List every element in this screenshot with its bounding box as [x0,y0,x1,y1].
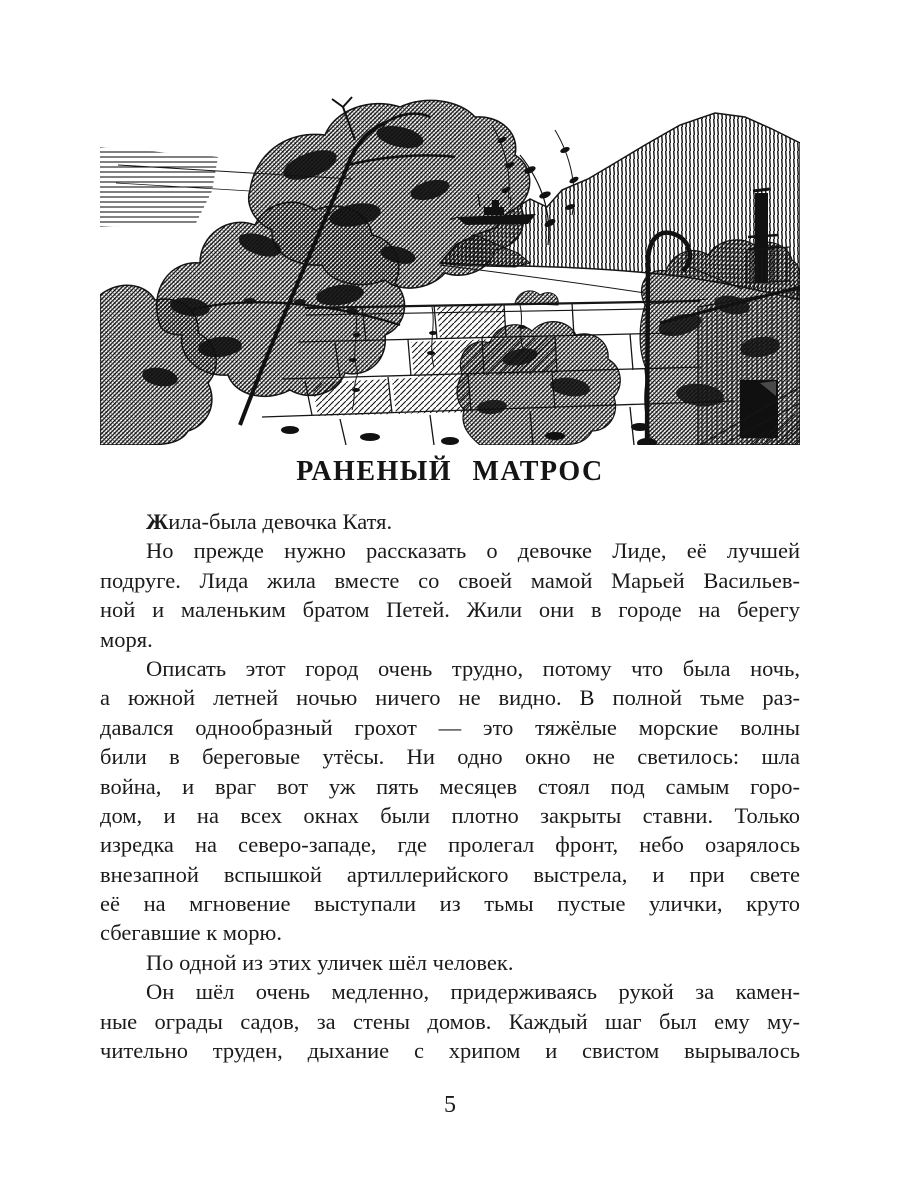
text-line: моря. [100,626,153,652]
text-line: Жила-была девочка Катя. [146,509,393,534]
chapter-title: РАНЕНЫЙ МАТРОС [296,456,604,487]
text-line: война, и враг вот уж пять месяцев стоял под самым горо- [100,773,800,799]
text-line: ные ограды садов, за стены домов. Каждый шаг был ему му- [100,1008,800,1034]
text-line: давался однообразный грохот — это тяжёлые морские волны [100,714,800,740]
chapter-illustration [100,95,800,445]
coastal-scene-drawing [100,95,800,445]
text-line: чительно труден, дыхание с хрипом и свистом вырывалось [100,1038,800,1064]
text-line: сбегавшие к морю. [100,920,282,946]
text-line: её на мгновение выступали из тьмы пустые улички, круто [100,891,800,917]
text-line: внезапной вспышкой артиллерийского выстрела, и при свете [100,861,800,887]
text-line: изредка на северо-западе, где пролегал фронт, небо озарялось [100,832,800,858]
text-line: подруге. Лида жила вместе со своей мамой Марьей Васильев- [100,567,800,593]
text-line: ной и маленьким братом Петей. Жили они в городе на берегу [100,597,800,623]
text-line: По одной из этих уличек шёл человек. [146,949,514,975]
body-text [100,507,800,1065]
text-line: Он шёл очень медленно, придерживаясь рукой за камен- [146,979,800,1005]
text-line: дом, и на всех окнах были плотно закрыты ставни. Только [100,802,800,828]
text-line: били в береговые утёсы. Ни одно окно не светилось: шла [100,744,800,770]
text-line: Описать этот город очень трудно, потому что была ночь, [146,655,800,681]
text-line: а южной летней ночью ничего не видно. В полной тьме раз- [100,685,800,711]
page-number: 5 [444,1092,456,1118]
text-line: Но прежде нужно рассказать о девочке Лиде, её лучшей [146,538,800,564]
